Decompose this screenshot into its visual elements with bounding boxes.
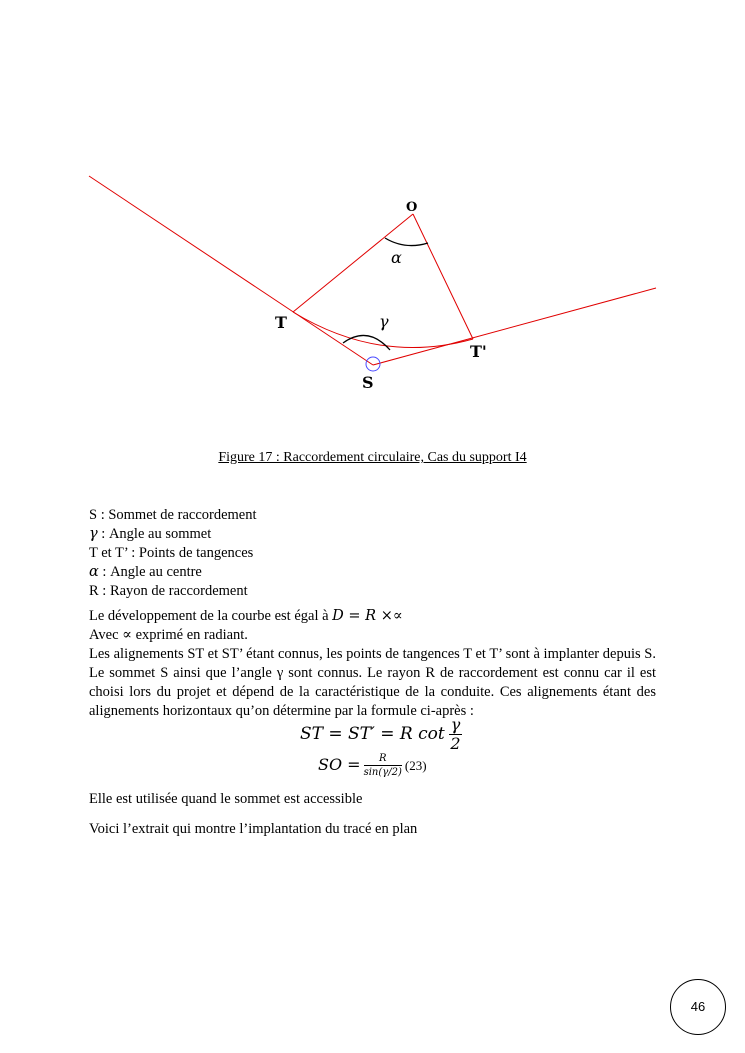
legend-item: T et T’ : Points de tangences: [89, 545, 254, 561]
accessible-note: Elle est utilisée quand le sommet est accessible: [89, 791, 363, 807]
label-o: O: [406, 200, 418, 215]
legend-item: R : Rayon de raccordement: [89, 583, 248, 599]
alignment-line-left: [89, 176, 373, 365]
label-alpha: α: [391, 248, 402, 267]
development-line: Le développement de la courbe est égal à D = R ×∝: [89, 608, 403, 624]
label-t: T: [275, 313, 287, 332]
alpha-angle-arc: [385, 238, 428, 246]
label-s: S: [362, 373, 374, 392]
page-number: 46: [670, 979, 726, 1035]
figure-caption: Figure 17 : Raccordement circulaire, Cas du support I4: [218, 450, 527, 465]
body-text: [89, 607, 656, 721]
label-gamma: γ: [379, 312, 389, 331]
formula-so-sin: SO = $\frac{R}{\sin(\gamma/2)}$ (23): [318, 753, 427, 778]
extract-intro: Voici l’extrait qui montre l’implantation du tracé en plan: [89, 821, 418, 837]
radian-line: Avec ∝ exprimé en radiant.: [89, 627, 248, 643]
legend-item: γ : Angle au sommet: [89, 526, 212, 542]
label-t-prime: T': [470, 342, 487, 361]
radius-line-ot-prime: [413, 214, 473, 339]
alignment-line-right: [373, 288, 656, 365]
alignment-paragraph: Les alignements ST et ST’ étant connus, les points de tangences T et T’ sont à implanter depuis S. Le sommet S ainsi que l’angle γ sont connus. Le rayon R de raccordement est connu car il est choisi lors du projet et dépend de la caractéristique de la conduite. Ces alignements étant des alignements horizontaux qu’on détermine par la formule ci-après :: [89, 646, 656, 719]
legend-item: α : Angle au centre: [89, 564, 202, 580]
legend-item: S : Sommet de raccordement: [89, 507, 257, 523]
formula-st-cot: ST = ST′ = R cot $\frac{\gamma}{2}$: [300, 715, 461, 753]
legend-list: [89, 506, 656, 601]
figure-17-diagram: [0, 0, 745, 440]
